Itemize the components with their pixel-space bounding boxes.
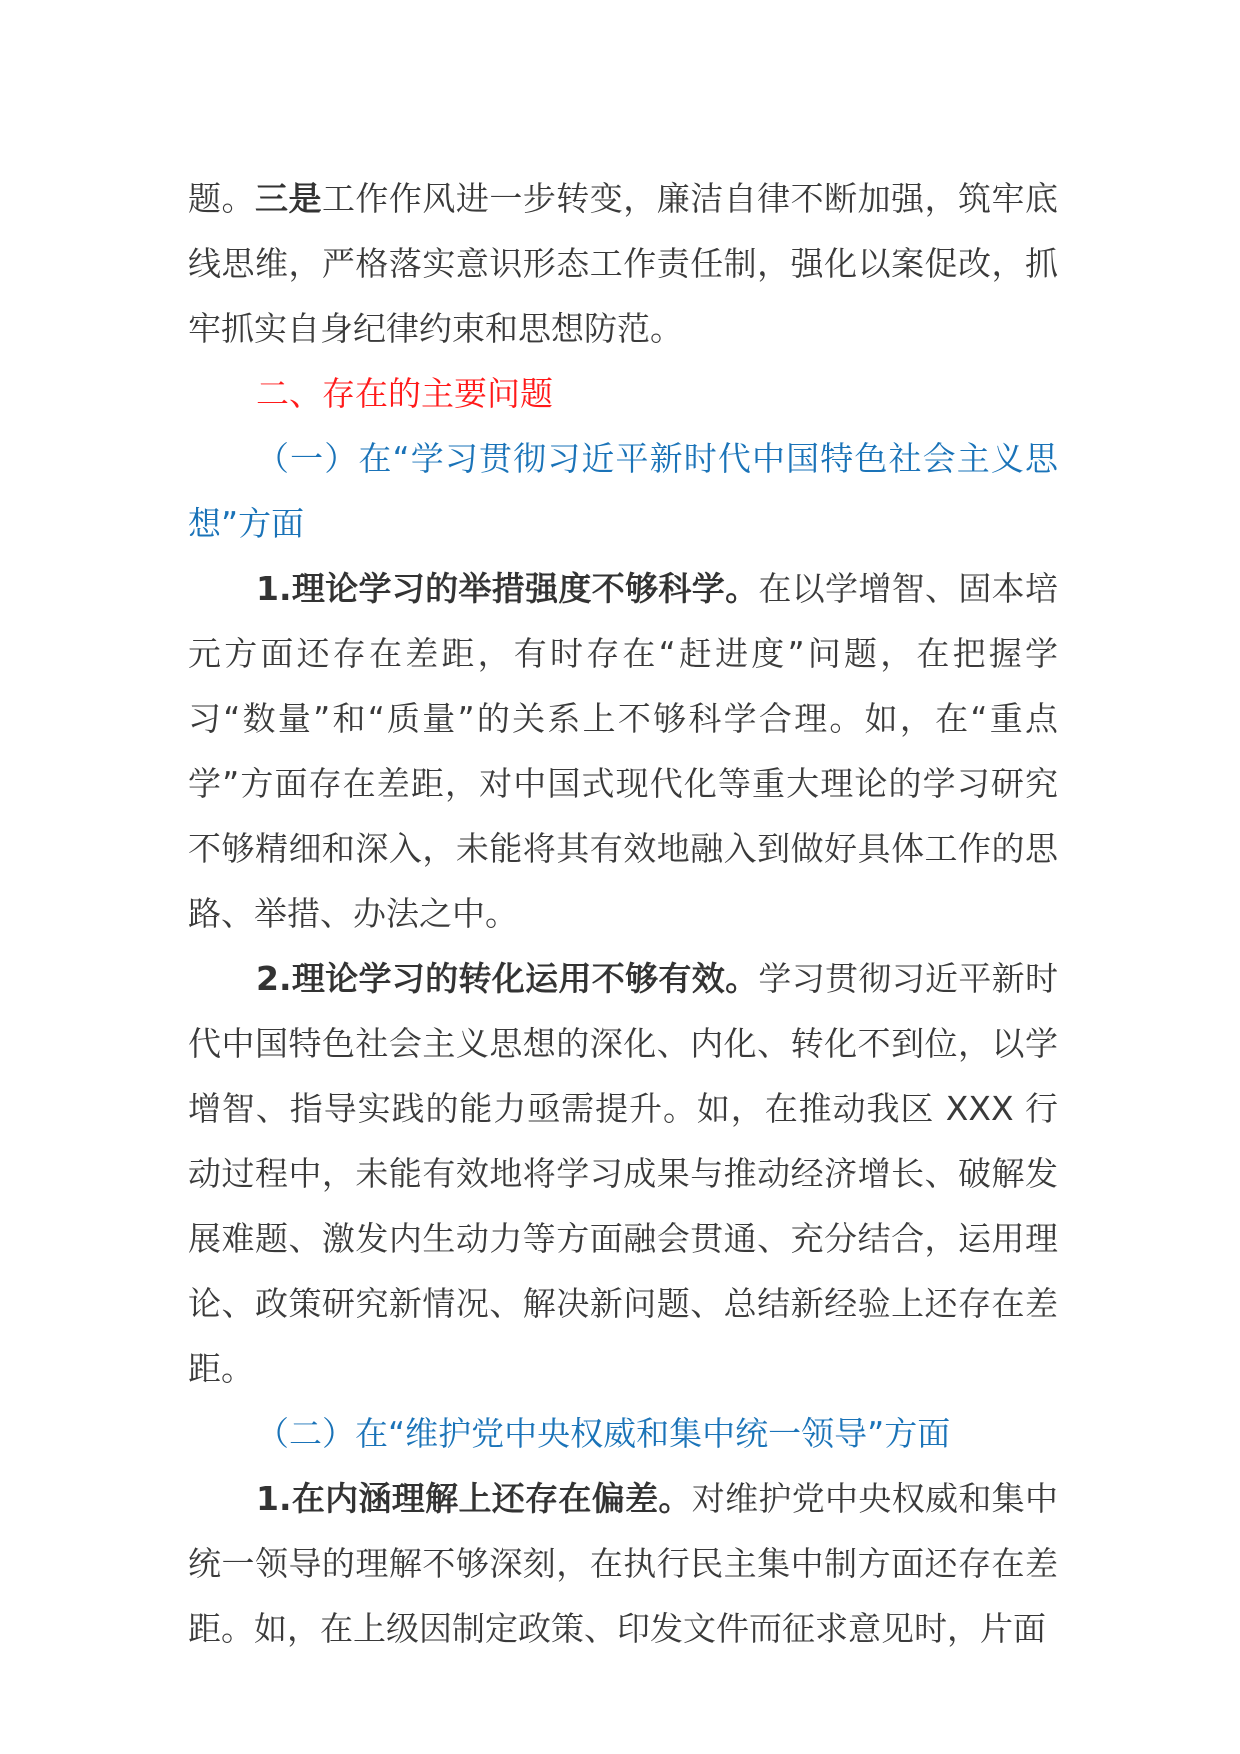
paragraph-text: 工作作风进一步转变，廉洁自律不断加强，筑牢底线思维，严格落实意识形态工作责任制，强化以案促改，抓牢抓实自身纪律约束和思想防范。 [188,179,1059,348]
paragraph-item-2 [188,946,1058,1401]
paragraph-continuation [188,166,1058,361]
paragraph-lead-bold: 1.在内涵理解上还存在偏差。 [256,1479,692,1518]
paragraph-lead-bold: 2.理论学习的转化运用不够有效。 [256,959,759,998]
paragraph-text: 题。 [188,179,255,218]
paragraph-lead-bold: 三是 [254,179,322,218]
document-body [188,166,1058,1661]
paragraph-item-3 [188,1466,1058,1661]
paragraph-lead-bold: 1.理论学习的举措强度不够科学。 [256,569,759,608]
subsection-heading-1: （一）在“学习贯彻习近平新时代中国特色社会主义思想”方面 [188,439,1058,543]
subsection-heading-2: （二）在“维护党中央权威和集中统一领导”方面 [256,1414,951,1453]
paragraph-text: 对维护党中央权威和集中统一领导的理解不够深刻，在执行民主集中制方面还存在差距。如，在上级因制定政策、印发文件而征求意见时，片面 [188,1479,1059,1648]
paragraph-item-1 [188,556,1058,946]
paragraph-text: 在以学增智、固本培元方面还存在差距，有时存在“赶进度”问题，在把握学习“数量”和“质量”的关系上不够科学合理。如，在“重点学”方面存在差距，对中国式现代化等重大理论的学习研究不够精细和深入，未能将其有效地融入到做好具体工作的思路、举措、办法之中。 [188,569,1058,933]
paragraph-text: 学习贯彻习近平新时代中国特色社会主义思想的深化、内化、转化不到位，以学增智、指导实践的能力亟需提升。如，在推动我区 XXX 行动过程中，未能有效地将学习成果与推动经济增长、破解发展难题、激发内生动力等方面融会贯通、充分结合，运用理论、政策研究新情况、解决新问题、总结新经验上还存在差距。 [188,959,1058,1388]
section-heading: 二、存在的主要问题 [256,374,553,413]
